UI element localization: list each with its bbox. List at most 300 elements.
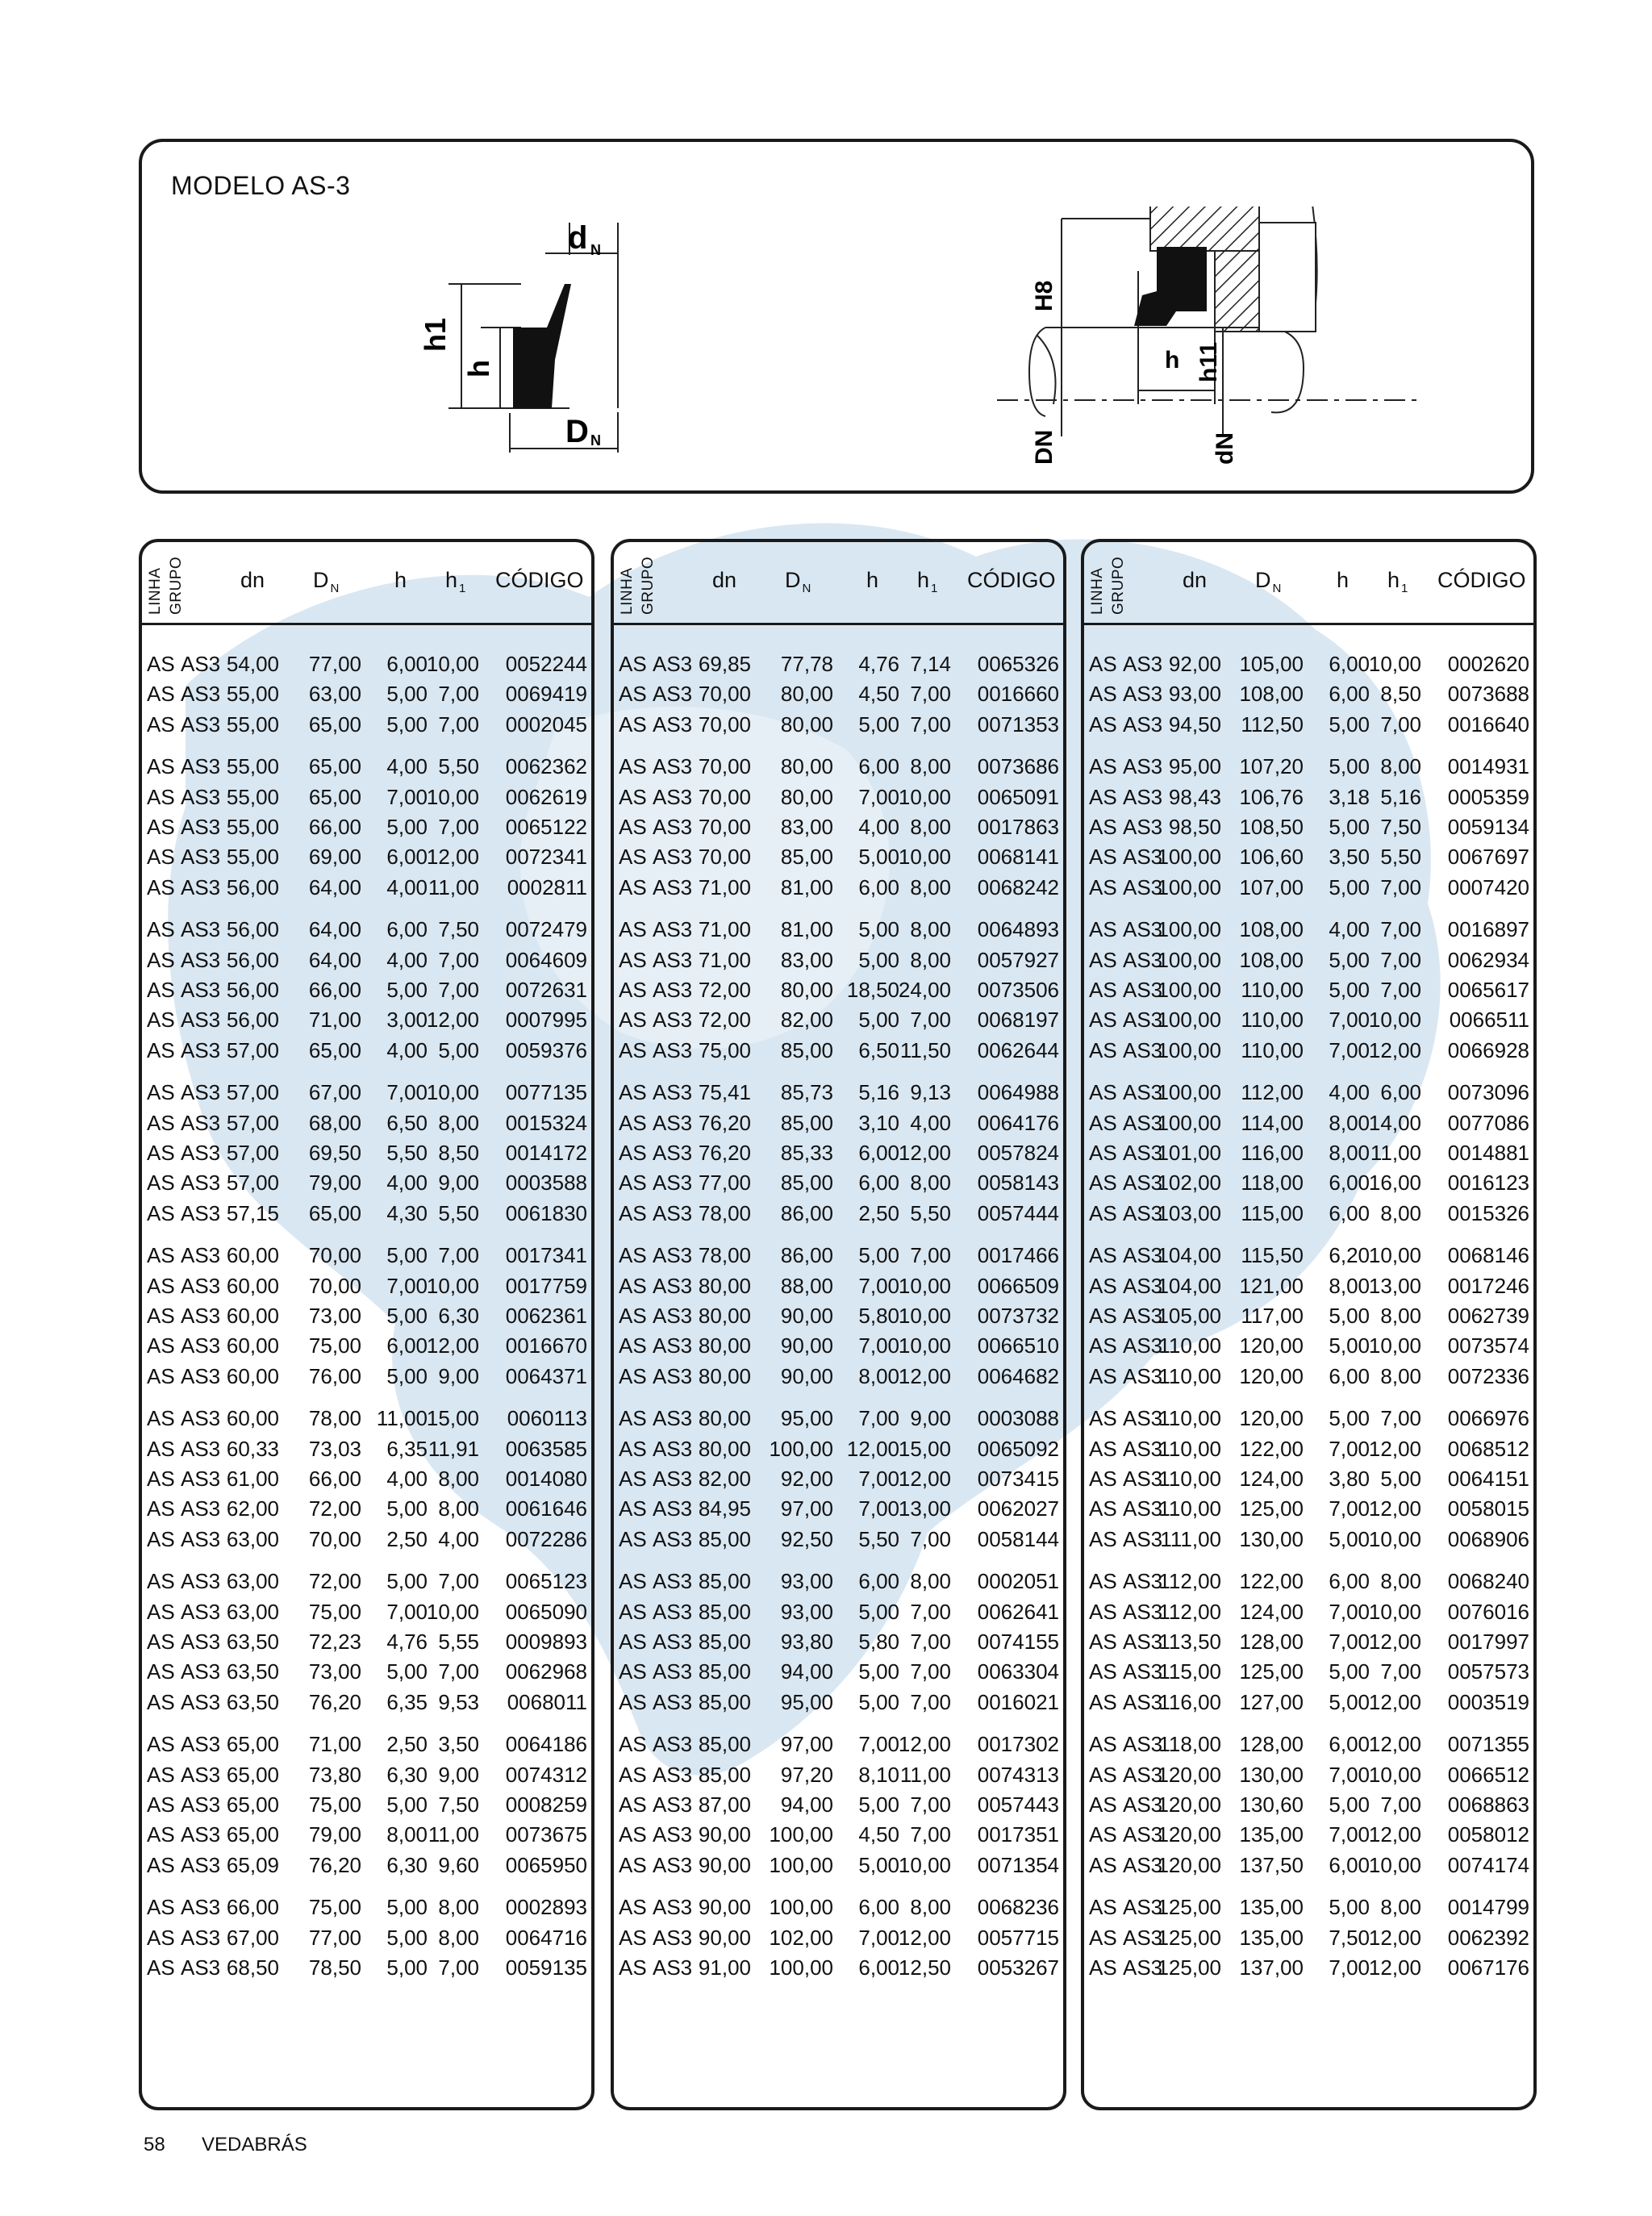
label-dn-top: d [568, 220, 588, 256]
cell-grupo: AS3 [653, 1436, 693, 1461]
cell-grupo: AS3 [653, 1406, 693, 1431]
cell-linha: AS [147, 815, 175, 839]
cell-h1: 7,00 [438, 947, 479, 972]
cell-codigo: 0014080 [505, 1467, 587, 1491]
cell-linha: AS [1089, 1436, 1117, 1461]
cell-dn: 85,00 [698, 1599, 751, 1624]
cell-linha: AS [619, 1304, 647, 1328]
cell-codigo: 0057824 [977, 1141, 1059, 1165]
cell-h: 5,00 [386, 1569, 428, 1594]
cell-DN: 65,00 [308, 712, 361, 737]
cell-codigo: 0077086 [1447, 1110, 1529, 1135]
cell-DN: 135,00 [1239, 1895, 1304, 1920]
cell-grupo: AS3 [181, 1852, 221, 1877]
cell-grupo: AS3 [181, 652, 221, 676]
cell-DN: 86,00 [780, 1243, 833, 1268]
cell-DN: 121,00 [1239, 1273, 1304, 1298]
cell-linha: AS [147, 1200, 175, 1225]
cell-DN: 130,00 [1239, 1526, 1304, 1551]
cell-h1: 7,00 [1380, 1792, 1421, 1817]
cell-grupo: AS3 [181, 1569, 221, 1594]
cell-codigo: 0073732 [977, 1304, 1059, 1328]
cell-grupo: AS3 [181, 1273, 221, 1298]
cell-dn: 60,00 [226, 1243, 279, 1268]
cell-grupo: AS3 [653, 652, 693, 676]
cell-dn: 98,43 [1168, 784, 1221, 809]
cell-DN: 128,00 [1239, 1630, 1304, 1654]
cell-h: 5,00 [386, 1496, 428, 1521]
cell-h: 5,00 [858, 845, 899, 870]
cell-linha: AS [1089, 754, 1117, 779]
cell-grupo: AS3 [1123, 1496, 1163, 1521]
cell-dn: 102,00 [1157, 1171, 1221, 1196]
header-dn: dn [1183, 568, 1208, 592]
cell-DN: 66,00 [308, 978, 361, 1002]
cell-dn: 75,41 [698, 1080, 751, 1105]
cell-linha: AS [147, 1008, 175, 1033]
cell-linha: AS [1089, 947, 1117, 972]
cell-codigo: 0064176 [977, 1110, 1059, 1135]
cell-h: 5,00 [386, 1243, 428, 1268]
cell-DN: 64,00 [308, 917, 361, 942]
cell-h: 5,00 [1329, 1333, 1370, 1358]
label-dN-right: dN [1212, 432, 1238, 465]
table-panel-2 [611, 539, 1066, 2110]
table-row [614, 1955, 1063, 1985]
cell-grupo: AS3 [653, 1273, 693, 1298]
cell-grupo: AS3 [1123, 947, 1163, 972]
cell-DN: 76,20 [308, 1689, 361, 1714]
cell-grupo: AS3 [1123, 1304, 1163, 1328]
cell-linha: AS [1089, 815, 1117, 839]
cell-DN: 100,00 [769, 1822, 833, 1847]
cell-codigo: 0062362 [505, 754, 587, 779]
cell-h1: 8,00 [910, 1171, 951, 1196]
cell-dn: 111,00 [1160, 1526, 1221, 1551]
cell-dn: 103,00 [1157, 1200, 1221, 1225]
table-row [1084, 1792, 1533, 1822]
cell-linha: AS [619, 874, 647, 899]
cell-codigo: 0073415 [977, 1467, 1059, 1491]
cell-h1: 11,00 [428, 874, 479, 899]
cell-h1: 4,00 [438, 1526, 479, 1551]
cell-dn: 82,00 [698, 1467, 751, 1491]
cell-grupo: AS3 [1123, 1110, 1163, 1135]
table-row [142, 1895, 591, 1925]
cell-codigo: 0062619 [505, 784, 587, 809]
cell-linha: AS [147, 947, 175, 972]
cell-dn: 80,00 [698, 1436, 751, 1461]
cell-codigo: 0009893 [505, 1630, 587, 1654]
cell-DN: 92,50 [780, 1526, 833, 1551]
table-row [1084, 1569, 1533, 1599]
cell-DN: 120,00 [1239, 1406, 1304, 1431]
cell-dn: 54,00 [226, 652, 279, 676]
cell-h: 8,00 [1329, 1110, 1370, 1135]
cell-h1: 8,00 [910, 874, 951, 899]
cell-codigo: 0068011 [507, 1689, 587, 1714]
cell-h1: 11,00 [428, 1822, 479, 1847]
cell-dn: 110,00 [1158, 1436, 1221, 1461]
cell-h: 5,00 [858, 1243, 899, 1268]
cell-h: 3,80 [1329, 1467, 1370, 1491]
cell-codigo: 0057444 [977, 1200, 1059, 1225]
cell-DN: 107,00 [1239, 874, 1304, 899]
cell-h1: 8,00 [1380, 1569, 1421, 1594]
cell-h1: 5,00 [1380, 1467, 1421, 1491]
cell-h: 5,00 [1329, 1689, 1370, 1714]
cell-codigo: 0074312 [505, 1762, 587, 1787]
cell-h: 5,00 [1329, 1304, 1370, 1328]
cell-h: 6,00 [1329, 1363, 1370, 1388]
cell-linha: AS [1089, 1895, 1117, 1920]
cell-h1: 12,50 [898, 1955, 951, 1980]
header-h1-main: h [1387, 568, 1400, 592]
cell-linha: AS [1089, 1630, 1117, 1654]
cell-h1: 12,00 [1368, 1955, 1421, 1980]
table-row [142, 978, 591, 1008]
cell-grupo: AS3 [1123, 1406, 1163, 1431]
cell-DN: 85,73 [780, 1080, 833, 1105]
cell-dn: 85,00 [698, 1526, 751, 1551]
cell-grupo: AS3 [181, 978, 221, 1002]
cell-DN: 77,00 [308, 652, 361, 676]
cell-codigo: 0065090 [505, 1599, 587, 1624]
cell-linha: AS [147, 1526, 175, 1551]
cell-linha: AS [619, 1852, 647, 1877]
cell-h: 5,00 [386, 682, 428, 707]
cell-h1: 11,50 [899, 1037, 951, 1062]
table-row [1084, 1600, 1533, 1630]
cell-dn: 57,00 [226, 1110, 279, 1135]
cell-linha: AS [1089, 1406, 1117, 1431]
cell-h1: 9,60 [438, 1852, 479, 1877]
cell-DN: 65,00 [308, 1200, 361, 1225]
table-row [1084, 785, 1533, 815]
cell-dn: 80,00 [698, 1363, 751, 1388]
cell-linha: AS [1089, 1243, 1117, 1268]
cell-h: 6,00 [858, 1141, 899, 1165]
cell-linha: AS [1089, 1333, 1117, 1358]
cell-h: 4,00 [1329, 917, 1370, 942]
cell-dn: 60,00 [226, 1273, 279, 1298]
header-DN-sub: N [802, 582, 811, 595]
cell-grupo: AS3 [1123, 1141, 1163, 1165]
cell-grupo: AS3 [653, 1526, 693, 1551]
table-row [614, 1333, 1063, 1363]
cell-h: 7,00 [858, 1496, 899, 1521]
cell-grupo: AS3 [1123, 1732, 1163, 1757]
cell-dn: 90,00 [698, 1895, 751, 1920]
cell-DN: 88,00 [780, 1273, 833, 1298]
cell-h: 5,50 [858, 1526, 899, 1551]
table-row [142, 1111, 591, 1141]
cell-linha: AS [147, 1852, 175, 1877]
cell-grupo: AS3 [653, 1955, 693, 1980]
cell-h1: 12,00 [898, 1467, 951, 1491]
cell-grupo: AS3 [653, 1363, 693, 1388]
cell-h: 5,80 [858, 1630, 899, 1654]
cell-dn: 95,00 [1168, 754, 1221, 779]
table-row [142, 1364, 591, 1394]
cell-h1: 7,50 [438, 917, 479, 942]
cell-dn: 100,00 [1157, 1080, 1221, 1105]
cell-DN: 80,00 [780, 682, 833, 707]
cell-grupo: AS3 [653, 1110, 693, 1135]
cell-codigo: 0071355 [1447, 1732, 1529, 1757]
header-DN-main: D [1255, 568, 1271, 592]
cell-h1: 8,00 [438, 1110, 479, 1135]
cell-linha: AS [147, 754, 175, 779]
cell-h: 4,00 [386, 874, 428, 899]
cell-h1: 13,00 [1368, 1273, 1421, 1298]
table-row [614, 1111, 1063, 1141]
cell-codigo: 0066511 [1449, 1008, 1529, 1033]
cell-h: 8,00 [858, 1363, 899, 1388]
cell-h1: 7,00 [910, 1599, 951, 1624]
cell-grupo: AS3 [653, 1732, 693, 1757]
header-h1-sub: 1 [1401, 582, 1408, 595]
cell-dn: 87,00 [698, 1792, 751, 1817]
cell-codigo: 0073688 [1447, 682, 1529, 707]
cell-h1: 10,00 [898, 1304, 951, 1328]
cell-DN: 94,00 [780, 1659, 833, 1684]
table-row [142, 1792, 591, 1822]
cell-codigo: 0059135 [505, 1955, 587, 1980]
table-row [614, 1038, 1063, 1068]
cell-grupo: AS3 [1123, 784, 1163, 809]
cell-grupo: AS3 [1123, 652, 1163, 676]
cell-DN: 97,20 [780, 1762, 833, 1787]
cell-DN: 125,00 [1239, 1496, 1304, 1521]
cell-codigo: 0068141 [977, 845, 1059, 870]
cell-DN: 112,00 [1241, 1080, 1304, 1105]
cell-h1: 11,91 [428, 1436, 479, 1461]
cell-h1: 12,00 [426, 1008, 479, 1033]
cell-h: 5,00 [1329, 815, 1370, 839]
table-row [142, 785, 591, 815]
cell-dn: 100,00 [1157, 1110, 1221, 1135]
cell-dn: 56,00 [226, 1008, 279, 1033]
cell-h1: 7,00 [910, 1630, 951, 1654]
cell-grupo: AS3 [653, 1080, 693, 1105]
cell-dn: 90,00 [698, 1822, 751, 1847]
table-row [142, 917, 591, 947]
cell-DN: 110,00 [1241, 978, 1304, 1002]
table-row [142, 1659, 591, 1689]
table-row [142, 652, 591, 682]
cell-dn: 70,00 [698, 784, 751, 809]
cell-h: 7,00 [858, 1925, 899, 1950]
cell-grupo: AS3 [653, 815, 693, 839]
cell-linha: AS [1089, 874, 1117, 899]
table-row [614, 917, 1063, 947]
cell-h1: 10,00 [426, 784, 479, 809]
cell-linha: AS [147, 917, 175, 942]
cell-grupo: AS3 [1123, 1955, 1163, 1980]
cell-dn: 125,00 [1157, 1925, 1221, 1950]
cell-linha: AS [1089, 1363, 1117, 1388]
cell-h: 5,00 [858, 917, 899, 942]
cell-grupo: AS3 [1123, 1762, 1163, 1787]
cell-grupo: AS3 [181, 874, 221, 899]
cell-DN: 73,00 [308, 1304, 361, 1328]
cell-h: 6,00 [386, 652, 428, 676]
table-row [614, 1853, 1063, 1883]
cell-linha: AS [147, 1630, 175, 1654]
cell-h1: 7,00 [910, 1243, 951, 1268]
cell-h1: 7,00 [910, 1526, 951, 1551]
cell-grupo: AS3 [181, 1363, 221, 1388]
cell-h1: 24,00 [898, 978, 951, 1002]
cell-h1: 10,00 [426, 1080, 479, 1105]
cell-h1: 7,00 [910, 1659, 951, 1684]
cell-dn: 85,00 [698, 1762, 751, 1787]
cell-grupo: AS3 [653, 874, 693, 899]
cell-dn: 61,00 [226, 1467, 279, 1491]
cell-h: 6,00 [858, 1569, 899, 1594]
cell-DN: 85,00 [780, 1037, 833, 1062]
cell-DN: 75,00 [308, 1599, 361, 1624]
cell-codigo: 0017246 [1447, 1273, 1529, 1298]
cell-codigo: 0067176 [1447, 1955, 1529, 1980]
cell-codigo: 0064151 [1447, 1467, 1529, 1491]
table-row [1084, 1659, 1533, 1689]
cell-DN: 97,00 [780, 1732, 833, 1757]
cell-codigo: 0002051 [977, 1569, 1059, 1594]
cell-DN: 70,00 [308, 1243, 361, 1268]
cell-DN: 67,00 [308, 1080, 361, 1105]
cell-codigo: 0066509 [977, 1273, 1059, 1298]
cell-grupo: AS3 [1123, 1630, 1163, 1654]
cell-h: 5,00 [1329, 1526, 1370, 1551]
cell-h: 5,00 [1329, 978, 1370, 1002]
header-h1 [917, 568, 937, 593]
table-row [142, 1853, 591, 1883]
table-row [614, 1437, 1063, 1467]
table-row [1084, 815, 1533, 845]
cell-linha: AS [1089, 1822, 1117, 1847]
cell-linha: AS [1089, 1110, 1117, 1135]
cell-linha: AS [1089, 1955, 1117, 1980]
table-row [142, 1955, 591, 1985]
cell-grupo: AS3 [181, 682, 221, 707]
cell-h1: 7,00 [910, 712, 951, 737]
cell-linha: AS [1089, 1080, 1117, 1105]
cell-grupo: AS3 [1123, 1080, 1163, 1105]
cell-DN: 95,00 [780, 1689, 833, 1714]
cell-DN: 73,03 [308, 1436, 361, 1461]
cell-linha: AS [147, 1436, 175, 1461]
cell-linha: AS [1089, 1659, 1117, 1684]
cell-grupo: AS3 [1123, 815, 1163, 839]
table-row [1084, 1333, 1533, 1363]
cell-grupo: AS3 [181, 1333, 221, 1358]
cell-dn: 70,00 [698, 754, 751, 779]
cell-DN: 122,00 [1239, 1569, 1304, 1594]
cell-h1: 10,00 [1368, 1008, 1421, 1033]
cell-linha: AS [147, 682, 175, 707]
cell-linha: AS [1089, 845, 1117, 870]
cell-h1: 12,00 [1368, 1925, 1421, 1950]
cell-grupo: AS3 [1123, 1925, 1163, 1950]
cell-grupo: AS3 [181, 1171, 221, 1196]
cell-h: 8,10 [858, 1762, 899, 1787]
cell-codigo: 0065950 [505, 1852, 587, 1877]
cell-linha: AS [147, 1689, 175, 1714]
header-h1-main: h [445, 568, 458, 592]
cell-h: 7,50 [1329, 1925, 1370, 1950]
cell-h: 12,00 [846, 1436, 899, 1461]
cell-dn: 120,00 [1157, 1822, 1221, 1847]
cell-h1: 15,00 [426, 1406, 479, 1431]
table-row [142, 1274, 591, 1304]
cell-linha: AS [619, 917, 647, 942]
cell-grupo: AS3 [653, 1200, 693, 1225]
cell-h1: 9,00 [438, 1762, 479, 1787]
cell-DN: 65,00 [308, 754, 361, 779]
table-row [614, 1822, 1063, 1852]
cell-grupo: AS3 [653, 712, 693, 737]
cell-h: 6,00 [386, 845, 428, 870]
table-row [1084, 652, 1533, 682]
cell-h1: 12,00 [898, 1732, 951, 1757]
cell-DN: 130,60 [1239, 1792, 1304, 1817]
cell-dn: 101,00 [1157, 1141, 1221, 1165]
cell-grupo: AS3 [1123, 1243, 1163, 1268]
cell-DN: 72,23 [308, 1630, 361, 1654]
cell-grupo: AS3 [181, 1436, 221, 1461]
cell-codigo: 0015326 [1447, 1200, 1529, 1225]
header-dn: dn [712, 568, 737, 592]
cell-h1: 7,00 [438, 1659, 479, 1684]
cell-h: 4,50 [858, 682, 899, 707]
cell-codigo: 0063585 [505, 1436, 587, 1461]
cell-codigo: 0072341 [505, 845, 587, 870]
cell-DN: 110,00 [1241, 1037, 1304, 1062]
cell-h: 3,50 [1329, 845, 1370, 870]
table-header [614, 542, 1063, 625]
cell-dn: 56,00 [226, 947, 279, 972]
cell-h: 6,30 [386, 1762, 428, 1787]
cell-h1: 10,00 [1368, 1526, 1421, 1551]
label-H8: H8 [1031, 280, 1058, 311]
cell-dn: 110,00 [1158, 1333, 1221, 1358]
cell-dn: 67,00 [226, 1925, 279, 1950]
cell-DN: 80,00 [780, 712, 833, 737]
cell-grupo: AS3 [653, 1762, 693, 1787]
cell-codigo: 0017341 [505, 1243, 587, 1268]
cell-codigo: 0073574 [1447, 1333, 1529, 1358]
cell-codigo: 0074174 [1447, 1852, 1529, 1877]
cell-h1: 10,00 [898, 1852, 951, 1877]
cell-h: 5,00 [386, 815, 428, 839]
cell-grupo: AS3 [653, 1037, 693, 1062]
cell-dn: 84,95 [698, 1496, 751, 1521]
cell-grupo: AS3 [181, 815, 221, 839]
label-h-right: h [1165, 347, 1180, 374]
table-row [142, 845, 591, 874]
cell-DN: 71,00 [308, 1008, 361, 1033]
cell-codigo: 0057715 [977, 1925, 1059, 1950]
cell-DN: 85,00 [780, 1110, 833, 1135]
cell-linha: AS [1089, 1037, 1117, 1062]
table-row [614, 1732, 1063, 1762]
cell-DN: 66,00 [308, 1467, 361, 1491]
table-row [614, 1527, 1063, 1557]
cell-dn: 55,00 [226, 712, 279, 737]
cell-DN: 137,50 [1239, 1852, 1304, 1877]
